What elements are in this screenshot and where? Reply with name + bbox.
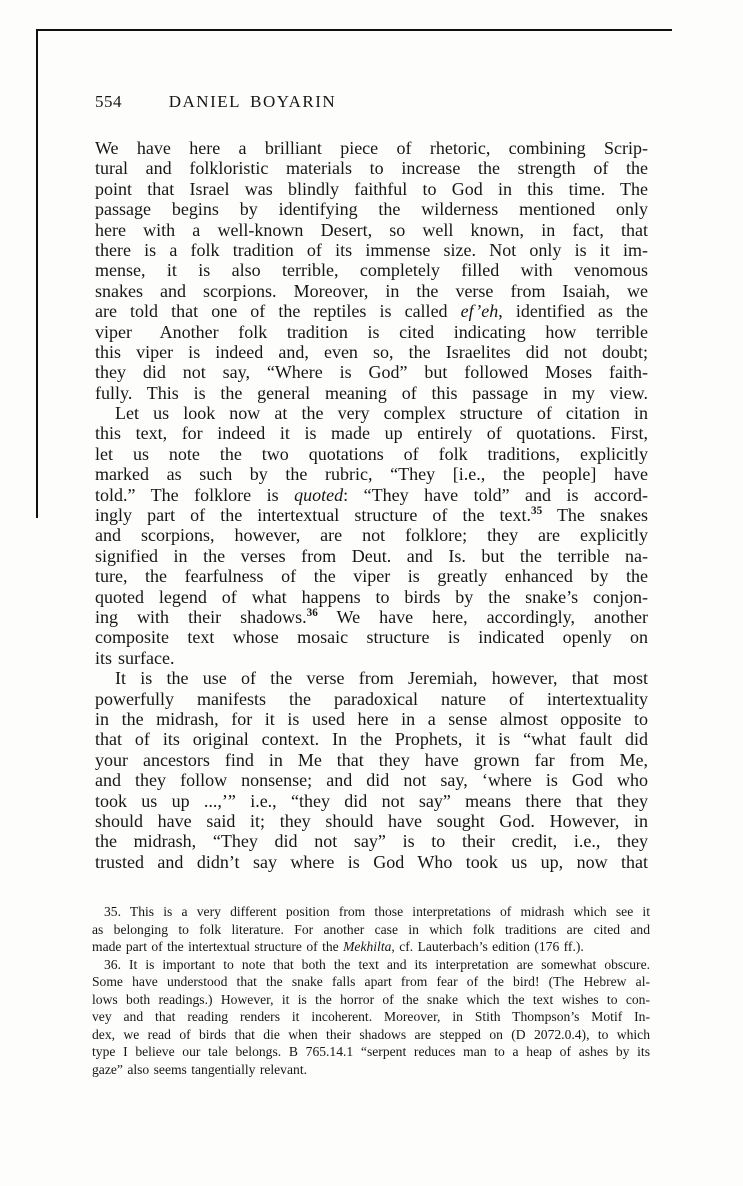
text-line	[95, 525, 648, 545]
text-segment: signified in the verses from Deut. and Is. but the terrible na-	[95, 545, 648, 566]
text-segment: composite text whose mosaic structure is indicated openly on	[95, 627, 648, 648]
text-line	[95, 648, 648, 668]
footnote-reference: 35	[531, 505, 543, 518]
text-line	[95, 607, 648, 627]
text-line	[92, 1043, 650, 1061]
text-line	[95, 831, 648, 851]
text-line	[95, 811, 648, 831]
text-segment: mense, it is also terrible, completely filled with venomous	[95, 260, 648, 281]
text-line	[95, 342, 648, 362]
text-line	[95, 729, 648, 749]
text-segment: they did not say, “Where is God” but followed Moses faith-	[95, 362, 648, 383]
footnote-reference: 36	[306, 606, 318, 619]
text-segment: type I believe our tale belongs. B 765.14.1 “serpent reduces man to a heap of ashes by its	[92, 1044, 650, 1059]
text-line	[95, 301, 648, 321]
text-line	[92, 956, 650, 974]
text-line	[95, 322, 648, 342]
text-segment: marked as such by the rubric, “They [i.e., the people] have	[95, 464, 648, 485]
text-segment: there is a folk tradition of its immense size. Not only is it im-	[95, 239, 648, 260]
text-line	[95, 505, 648, 525]
text-line	[95, 627, 648, 647]
text-segment: snakes and scorpions. Moreover, in the verse from Isaiah, we	[95, 280, 648, 301]
text-line	[92, 973, 650, 991]
text-line	[95, 281, 648, 301]
text-segment: gaze” also seems tangentially relevant.	[92, 1061, 307, 1077]
text-segment: and they follow nonsense; and did not say, ‘where is God who	[95, 770, 648, 791]
text-line	[92, 1008, 650, 1026]
text-segment: We have here a brilliant piece of rhetoric, combining Scrip-	[95, 138, 648, 158]
text-segment: We have here, accordingly, another	[317, 606, 648, 627]
text-segment: this viper is indeed and, even so, the Israelites did not doubt;	[95, 341, 648, 362]
text-segment: and scorpions, however, are not folklore; they are explicitly	[95, 525, 648, 546]
text-line	[95, 852, 648, 872]
text-line	[95, 750, 648, 770]
text-segment: It is the use of the verse from Jeremiah, however, that most	[115, 668, 648, 689]
text-line	[95, 668, 648, 688]
text-line	[95, 138, 648, 158]
text-segment: 35. This is a very different position from those interpretations of midrash which see it	[104, 904, 650, 919]
text-segment: ing with their shadows.	[95, 606, 307, 627]
italic-text: ef’eh	[460, 301, 499, 322]
text-segment: Let us look now at the very complex structure of citation in	[115, 403, 648, 424]
italic-text: Mekhilta	[343, 939, 392, 954]
italic-text: quoted	[294, 484, 344, 505]
text-line	[95, 485, 648, 505]
text-segment: told.” The folklore is	[95, 484, 295, 505]
text-segment: fully. This is the general meaning of this passage in my view.	[95, 382, 648, 403]
text-segment: here with a well-known Desert, so well known, in fact, that	[95, 219, 648, 240]
text-line	[92, 991, 650, 1009]
text-line	[95, 689, 648, 709]
text-segment: trusted and didn’t say where is God Who took us up, now that	[95, 851, 648, 872]
text-segment: powerfully manifests the paradoxical nature of intertextuality	[95, 688, 648, 709]
text-segment: as belonging to folk literature. For another case in which folk traditions are cited and	[92, 921, 650, 937]
text-line	[95, 546, 648, 566]
text-line	[92, 938, 650, 956]
text-line	[95, 770, 648, 790]
text-line	[95, 709, 648, 729]
text-line	[95, 383, 648, 403]
text-segment: made part of the intertextual structure of the	[92, 939, 344, 954]
running-head-author: DANIEL BOYARIN	[168, 92, 337, 111]
text-segment: in the midrash, for it is used here in a sense almost opposite to	[95, 708, 648, 729]
text-line	[95, 220, 648, 240]
text-segment: viper Another folk tradition is cited indicating how terrible	[95, 321, 648, 342]
text-segment: should have said it; they should have sought God. However, in	[95, 810, 648, 831]
text-segment: its surface.	[95, 647, 175, 668]
text-line	[95, 587, 648, 607]
text-line	[95, 179, 648, 199]
text-line	[95, 240, 648, 260]
scan-border-left	[36, 29, 38, 518]
text-segment: passage begins by identifying the wilderness mentioned only	[95, 199, 648, 220]
text-segment: , identified as the	[498, 301, 648, 322]
text-segment: point that Israel was blindly faithful to God in this time. The	[95, 178, 648, 199]
text-line	[95, 362, 648, 382]
text-line	[95, 158, 648, 178]
text-segment: quoted legend of what happens to birds by the snake’s conjon-	[95, 586, 648, 607]
text-line	[95, 444, 648, 464]
body-text	[95, 138, 648, 872]
text-segment: 36. It is important to note that both the text and its interpretation are somewhat obscure.	[104, 956, 650, 972]
text-line	[92, 1061, 650, 1079]
text-segment: are told that one of the reptiles is called	[95, 301, 461, 322]
text-line	[95, 260, 648, 280]
text-segment: this text, for indeed it is made up entirely of quotations. First,	[95, 423, 648, 444]
text-line	[92, 921, 650, 939]
scan-border-top	[36, 29, 672, 31]
text-segment: : “They have told” and is accord-	[343, 484, 648, 505]
page-number: 554	[95, 92, 122, 111]
text-segment: ingly part of the intertextual structure of the text.	[95, 505, 532, 526]
text-line	[95, 423, 648, 443]
footnotes-block	[92, 903, 650, 1078]
text-segment: took us up ...,’” i.e., “they did not say” means there that they	[95, 790, 648, 811]
text-line	[92, 1026, 650, 1044]
text-segment: that of its original context. In the Prophets, it is “what fault did	[95, 729, 648, 750]
text-line	[95, 791, 648, 811]
text-segment: tural and folkloristic materials to increase the strength of the	[95, 158, 648, 179]
text-line	[95, 464, 648, 484]
text-line	[95, 199, 648, 219]
text-segment: dex, we read of birds that die when their shadows are stepped on (D 2072.0.4), to which	[92, 1026, 650, 1042]
text-line	[92, 903, 650, 921]
text-line	[95, 566, 648, 586]
text-segment: lows both readings.) However, it is the horror of the snake which the text wishes to con-	[92, 991, 650, 1007]
running-header	[95, 92, 648, 112]
text-segment: The snakes	[542, 505, 648, 526]
text-segment: , cf. Lauterbach’s edition (176 ff.).	[391, 939, 584, 954]
text-segment: let us note the two quotations of folk traditions, explicitly	[95, 443, 648, 464]
text-segment: the midrash, “They did not say” is to their credit, i.e., they	[95, 831, 648, 852]
text-segment: vey and that reading renders it incoherent. Moreover, in Stith Thompson’s Motif In-	[92, 1009, 650, 1024]
text-line	[95, 403, 648, 423]
text-segment: ture, the fearfulness of the viper is greatly enhanced by the	[95, 566, 648, 587]
text-segment: your ancestors find in Me that they have grown far from Me,	[95, 749, 648, 770]
text-segment: Some have understood that the snake falls apart from fear of the bird! (The Hebrew al-	[92, 974, 650, 989]
